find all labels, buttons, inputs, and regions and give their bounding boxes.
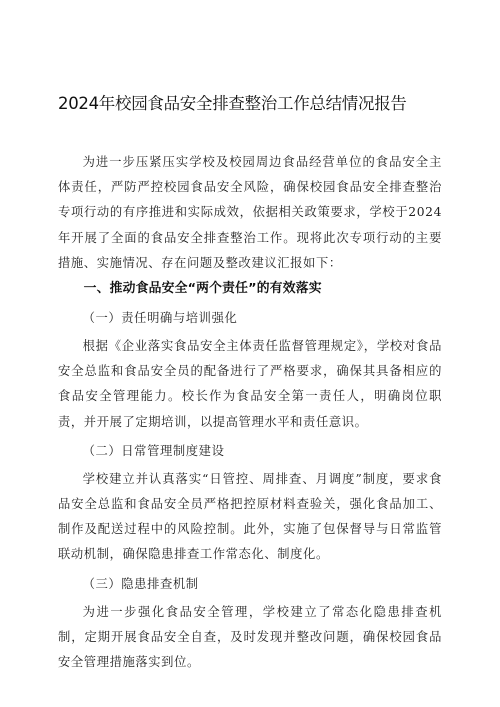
subsection-body-2: 学校建立并认真落实“日管控、周排查、月调度”制度，要求食品安全总监和食品安全员严格把控原材料查验关，强化食品加工、制作及配送过程中的风险控制。此外，实施了包保督导与日常监管联动机制，确保隐患排查工作常态化、制度化。 bbox=[58, 471, 442, 562]
subsection-heading-3: （三）隐患排查机制 bbox=[82, 576, 199, 591]
section-heading-1: 一、推动食品安全“两个责任”的有效落实 bbox=[83, 281, 322, 297]
document-title: 2024年校园食品安全排查整治工作总结情况报告 bbox=[58, 94, 407, 113]
subsection-body-3: 为进一步强化食品安全管理，学校建立了常态化隐患排查机制，定期开展食品安全自查，及时发现并整改问题，确保校园食品安全管理措施落实到位。 bbox=[58, 604, 442, 670]
subsection-heading-2: （二）日常管理制度建设 bbox=[82, 443, 225, 458]
intro-paragraph: 为进一步压紧压实学校及校园周边食品经营单位的食品安全主体责任，严防严控校园食品安全风险，确保校园食品安全排查整治专项行动的有序推进和实际成效，依据相关政策要求，学校于2024年开展了全面的食品安全排查整治工作。现将此次专项行动的主要措施、实施情况、存在问题及整改建议汇报如下： bbox=[58, 155, 442, 270]
subsection-heading-1: （一）责任明确与培训强化 bbox=[82, 311, 238, 326]
subsection-body-1: 根据《企业落实食品安全主体责任监督管理规定》，学校对食品安全总监和食品安全员的配备进行了严格要求，确保其具备相应的食品安全管理能力。校长作为食品安全第一责任人，明确岗位职责，并开展了定期培训，以提高管理水平和责任意识。 bbox=[58, 339, 442, 429]
